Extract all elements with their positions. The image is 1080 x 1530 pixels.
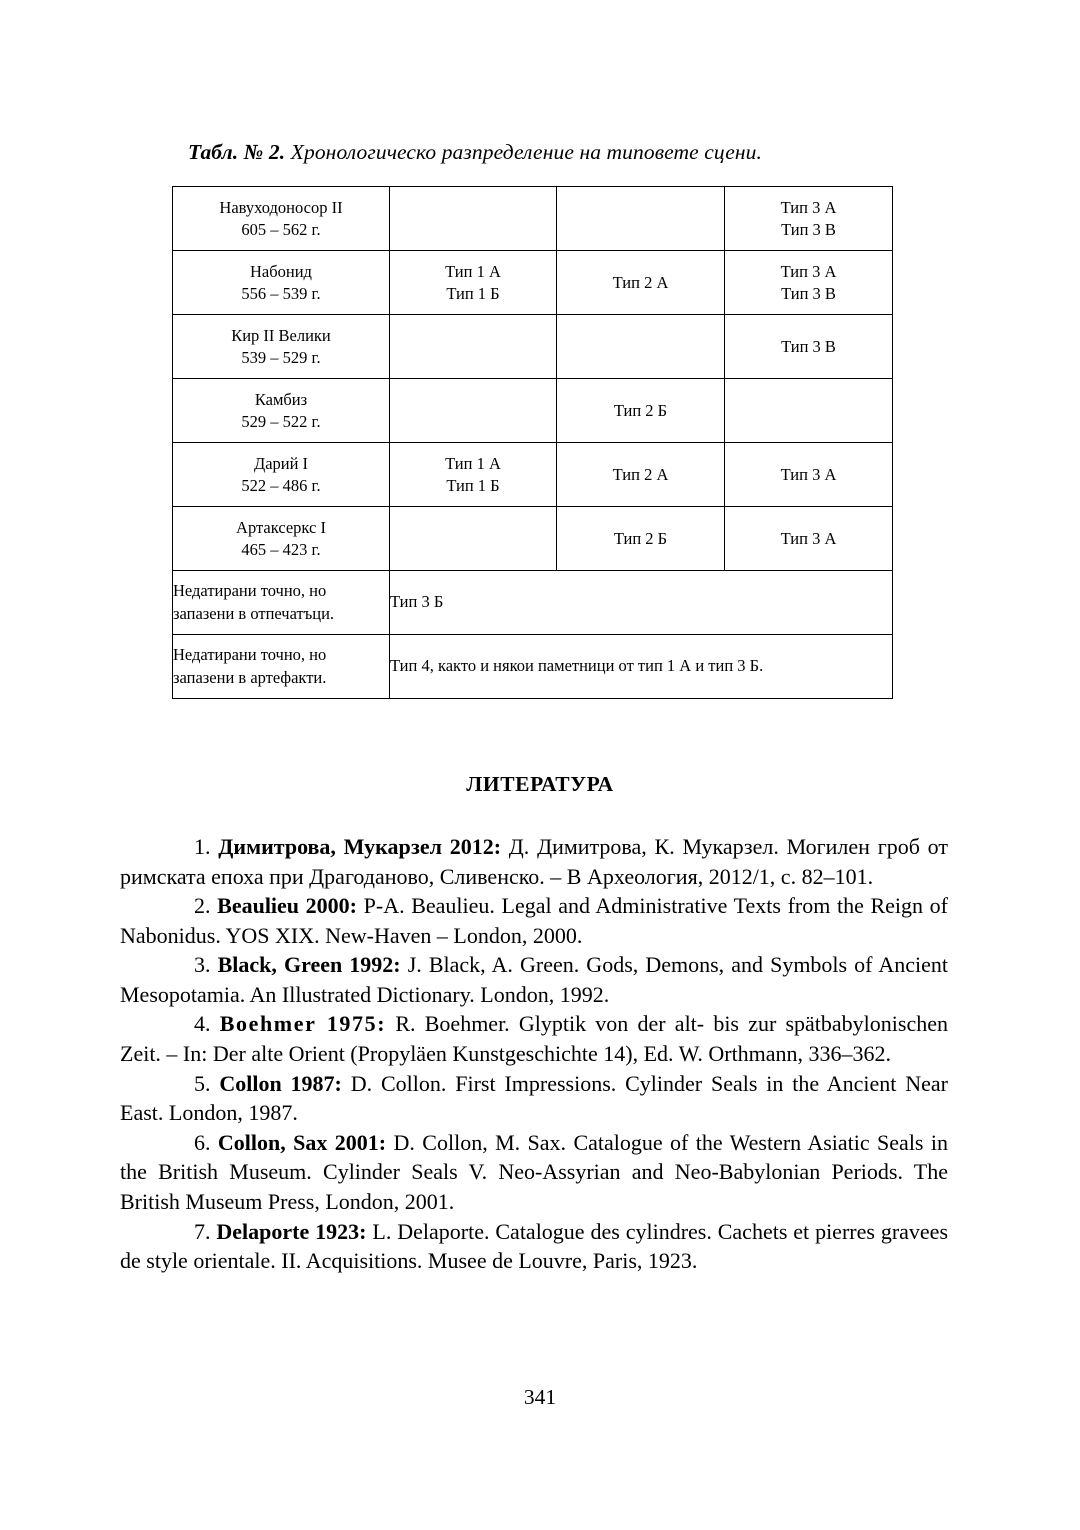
type-entry: Тип 1 А [445, 261, 501, 281]
literature-heading: ЛИТЕРАТУРА [466, 772, 614, 796]
row-type2-cell [557, 443, 725, 507]
reference-number: 4. [194, 1011, 211, 1037]
chronology-table-wrapper [172, 186, 888, 699]
table-row [173, 379, 893, 443]
reference-entry [120, 950, 948, 1009]
type-entry: Тип 3 В [781, 336, 836, 356]
ruler-dates: 529 – 522 г. [241, 411, 321, 431]
reference-entry [120, 1009, 948, 1068]
table-caption-text: Хронологическо разпределение на типовете сцени. [290, 140, 763, 164]
type-entry: Тип 1 А [445, 453, 501, 473]
type-entry: Тип 3 А [780, 528, 837, 548]
reference-text: P-A. Beaulieu. Legal and Administrative Texts from the Reign of Nabonidus. YOS XIX. New-Haven – London, 2000. [120, 893, 949, 948]
row-type3-cell [725, 443, 893, 507]
table-footer-row [173, 635, 893, 699]
row-ruler-cell [173, 379, 390, 443]
row-ruler-cell [173, 251, 390, 315]
footer-label-line: запазени в отпечатъци. [173, 603, 335, 623]
reference-text: Д. Димитрова, К. Мукарзел. Могилен гроб от римската епоха при Драгоданово, Сливенско. – В Археология, 2012/1, с. 82–101. [120, 834, 949, 889]
reference-text: D. Collon, M. Sax. Catalogue of the Western Asiatic Seals in the British Museum. Cylinder Seals V. Neo-Assyrian and Neo-Babylonian Periods. The British Museum Press, London, 2001. [120, 1129, 948, 1214]
ruler-name: Набонид [250, 261, 312, 281]
ruler-dates: 605 – 562 г. [241, 219, 321, 239]
type-entry: Тип 3 А [780, 197, 837, 217]
reference-text: J. Black, A. Green. Gods, Demons, and Symbols of Ancient Mesopotamia. An Illustrated Dictionary. London, 1992. [120, 952, 949, 1007]
row-type3-cell [725, 251, 893, 315]
row-type1-cell [390, 315, 557, 379]
reference-number: 2. [194, 893, 211, 919]
reference-number: 7. [194, 1218, 211, 1244]
row-type3-cell [725, 507, 893, 571]
row-type2-cell [557, 379, 725, 443]
type-entry: Тип 1 Б [446, 283, 500, 303]
table-row [173, 251, 893, 315]
table-footer-row [173, 571, 893, 635]
row-type1-cell [390, 379, 557, 443]
type-entry: Тип 3 В [781, 219, 836, 239]
type-entry: Тип 1 Б [446, 475, 500, 495]
type-entry: Тип 3 А [780, 261, 837, 281]
reference-author: Димитрова, Мукарзел 2012: [218, 834, 502, 859]
footer-span-cell: Тип 4, както и някои паметници от тип 1 А и тип 3 Б. [390, 635, 893, 699]
reference-number: 1. [194, 834, 211, 859]
row-ruler-cell [173, 443, 390, 507]
footer-label-cell [173, 571, 390, 635]
table-caption [188, 140, 762, 165]
reference-entry [120, 891, 948, 950]
reference-entry [120, 1128, 948, 1217]
chronology-table-body [173, 187, 893, 699]
reference-number: 3. [194, 952, 211, 978]
ruler-dates: 522 – 486 г. [241, 475, 321, 495]
reference-author: Collon 1987: [219, 1070, 342, 1096]
ruler-name: Камбиз [254, 389, 308, 409]
ruler-name: Дарий I [253, 453, 309, 473]
ruler-dates: 539 – 529 г. [241, 347, 321, 367]
type-entry: Тип 3 А [780, 464, 837, 484]
type-entry: Тип 2 А [612, 464, 669, 484]
row-ruler-cell [173, 187, 390, 251]
type-entry: Тип 2 Б [613, 400, 668, 420]
row-type2-cell [557, 251, 725, 315]
reference-text: R. Boehmer. Glyptik von der alt- bis zur spätbabylonischen Zeit. – In: Der alte Orient (Propyläen Kunstgeschichte 14), Ed. W. Orthmann, 336–362. [120, 1011, 949, 1067]
row-type1-cell [390, 443, 557, 507]
row-type1-cell [390, 187, 557, 251]
table-row [173, 315, 893, 379]
reference-number: 5. [194, 1070, 211, 1096]
chronology-table [172, 186, 893, 699]
reference-author: Collon, Sax 2001: [217, 1129, 387, 1155]
ruler-dates: 465 – 423 г. [241, 539, 321, 559]
table-row [173, 443, 893, 507]
footer-label-line: запазени в артефакти. [173, 667, 327, 687]
reference-text: D. Collon. First Impressions. Cylinder Seals in the Ancient Near East. London, 1987. [120, 1070, 948, 1126]
row-type3-cell [725, 187, 893, 251]
footer-span-cell: Тип 3 Б [390, 571, 893, 635]
reference-number: 6. [194, 1129, 211, 1155]
reference-author: Delaporte 1923: [216, 1218, 367, 1244]
row-type2-cell [557, 187, 725, 251]
footer-label-line: Недатирани точно, но [173, 645, 327, 665]
table-caption-label: Табл. № 2. [188, 140, 286, 164]
reference-author: Boehmer 1975: [219, 1011, 387, 1037]
reference-author: Beaulieu 2000: [217, 893, 357, 919]
row-type3-cell [725, 315, 893, 379]
type-entry: Тип 2 А [612, 272, 669, 292]
row-type1-cell [390, 251, 557, 315]
ruler-name: Навуходоносор II [219, 197, 343, 217]
reference-author: Black, Green 1992: [217, 952, 401, 978]
ruler-name: Кир II Велики [231, 325, 331, 345]
ruler-dates: 556 – 539 г. [241, 283, 321, 303]
table-row [173, 507, 893, 571]
row-ruler-cell [173, 315, 390, 379]
table-row [173, 187, 893, 251]
type-entry: Тип 2 Б [613, 528, 668, 548]
page-number: 341 [523, 1385, 557, 1409]
reference-entry [120, 832, 948, 891]
reference-text: L. Delaporte. Catalogue des cylindres. Cachets et pierres gravees de style orientale. II. Acquisitions. Musee de Louvre, Paris, 1923. [120, 1218, 949, 1274]
type-entry: Тип 3 В [781, 283, 836, 303]
row-type2-cell [557, 315, 725, 379]
row-type2-cell [557, 507, 725, 571]
ruler-name: Артаксеркс I [236, 517, 326, 537]
row-type1-cell [390, 507, 557, 571]
row-type3-cell [725, 379, 893, 443]
footer-label-line: Недатирани точно, но [173, 581, 327, 601]
references-list [120, 832, 948, 1276]
footer-label-cell [173, 635, 390, 699]
reference-entry [120, 1217, 948, 1276]
row-ruler-cell [173, 507, 390, 571]
reference-entry [120, 1069, 948, 1128]
